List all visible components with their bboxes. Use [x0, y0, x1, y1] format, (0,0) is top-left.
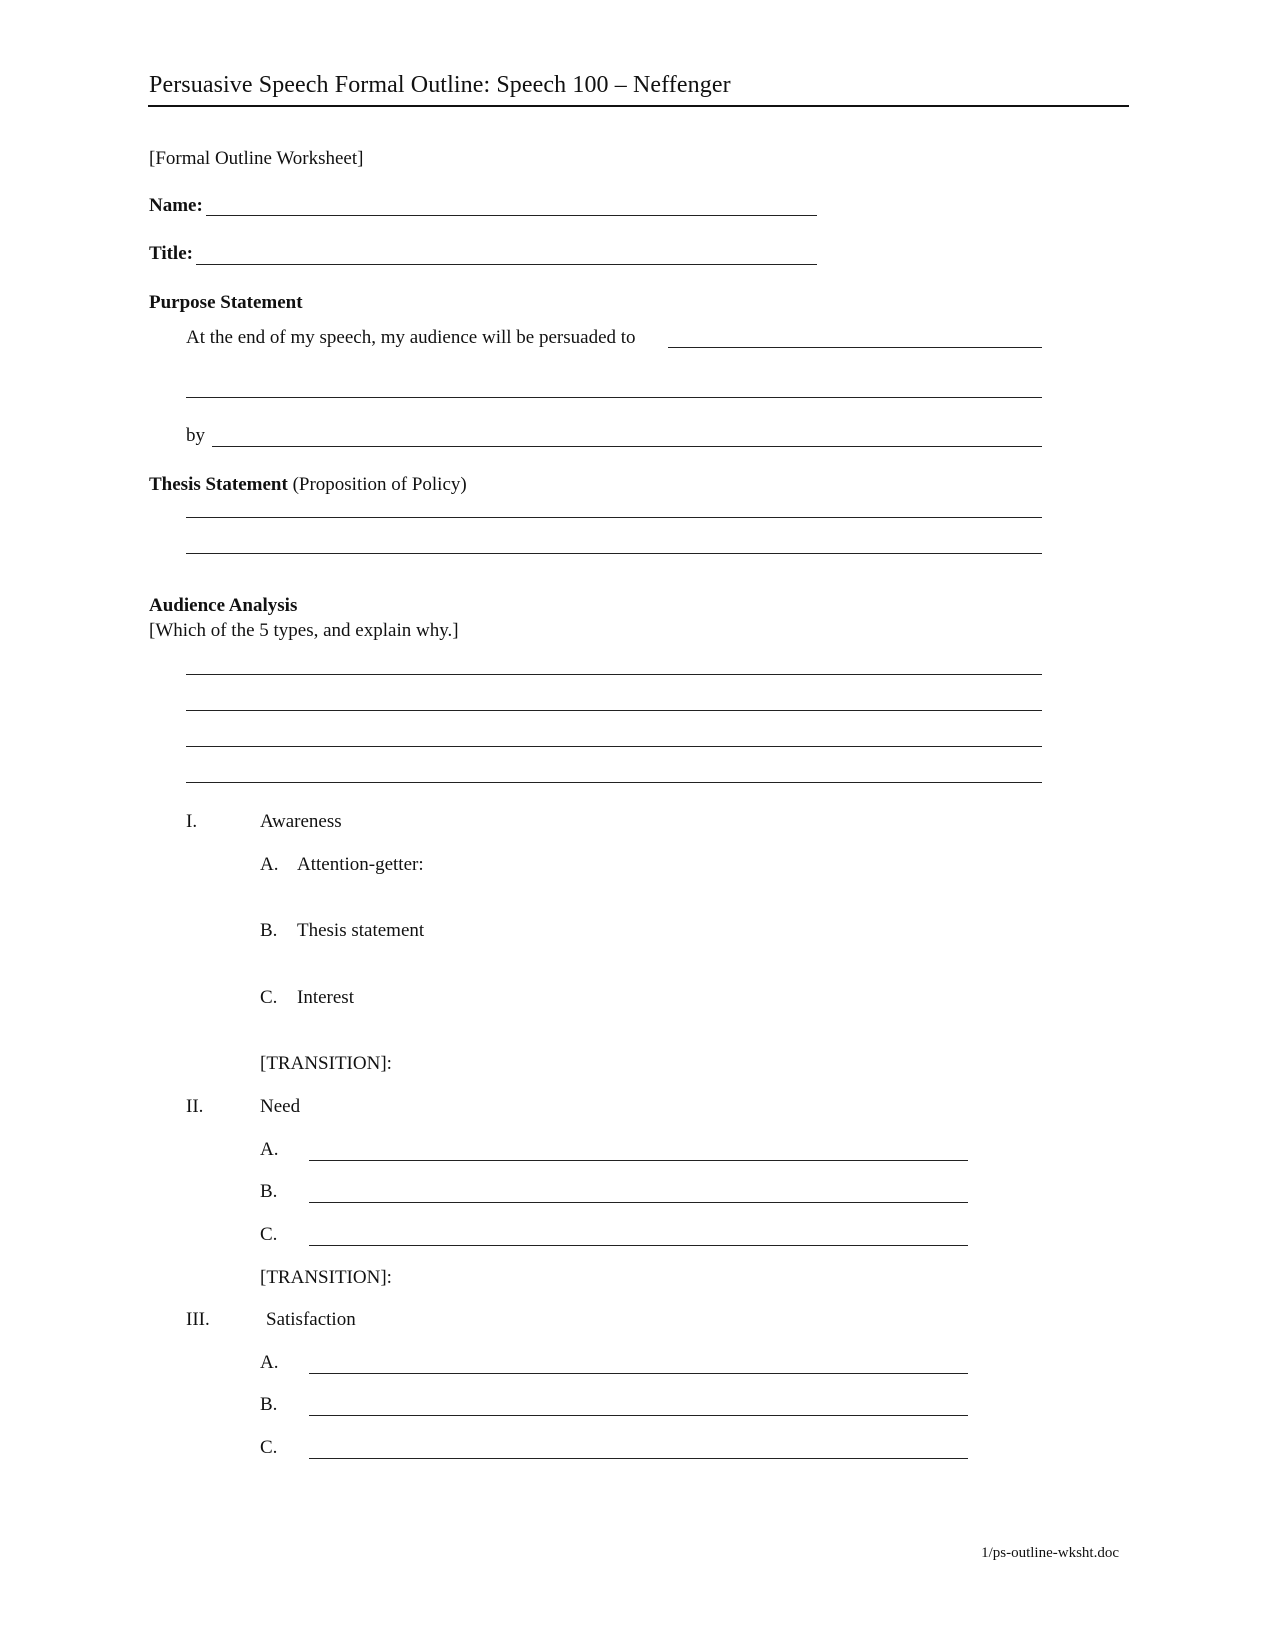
- by-label: by: [186, 425, 205, 446]
- satisfaction-field-a[interactable]: [309, 1373, 968, 1374]
- footer-filename: 1/ps-outline-wksht.doc: [981, 1545, 1119, 1561]
- purpose-field-line-1[interactable]: [668, 347, 1042, 348]
- item-letter-3c: C.: [260, 1437, 278, 1458]
- thesis-heading-row: [149, 474, 467, 496]
- section-numeral-1: I.: [186, 811, 198, 832]
- item-text-attention-getter: Attention-getter:: [297, 854, 424, 875]
- item-letter-1a: A.: [260, 854, 279, 875]
- thesis-field-line-1[interactable]: [186, 517, 1042, 518]
- thesis-subheading: (Proposition of Policy): [292, 474, 467, 495]
- need-field-a[interactable]: [309, 1160, 968, 1161]
- transition-label-2: [TRANSITION]:: [260, 1267, 392, 1288]
- thesis-field-line-2[interactable]: [186, 553, 1042, 554]
- header-divider: [148, 105, 1129, 107]
- title-label: Title:: [149, 243, 193, 264]
- purpose-field-line-2[interactable]: [186, 397, 1042, 398]
- title-field[interactable]: [196, 264, 817, 265]
- worksheet-label: [Formal Outline Worksheet]: [149, 148, 364, 169]
- thesis-heading: Thesis Statement: [149, 474, 288, 495]
- name-field[interactable]: [206, 215, 817, 216]
- name-label: Name:: [149, 195, 203, 216]
- need-field-b[interactable]: [309, 1202, 968, 1203]
- purpose-heading: Purpose Statement: [149, 292, 303, 313]
- item-text-thesis-statement: Thesis statement: [297, 920, 425, 941]
- item-text-interest: Interest: [297, 987, 354, 1008]
- item-letter-2c: C.: [260, 1224, 278, 1245]
- section-label-need: Need: [260, 1096, 301, 1117]
- transition-label-1: [TRANSITION]:: [260, 1053, 392, 1074]
- page-title: Persuasive Speech Formal Outline: Speech 100 – Neffenger: [149, 72, 731, 98]
- item-letter-3b: B.: [260, 1394, 278, 1415]
- audience-field-line-1[interactable]: [186, 674, 1042, 675]
- section-label-satisfaction: Satisfaction: [266, 1309, 356, 1330]
- item-letter-2b: B.: [260, 1181, 278, 1202]
- need-field-c[interactable]: [309, 1245, 968, 1246]
- audience-instruction: [Which of the 5 types, and explain why.]: [149, 620, 459, 641]
- audience-field-line-3[interactable]: [186, 746, 1042, 747]
- item-letter-1c: C.: [260, 987, 278, 1008]
- purpose-text: At the end of my speech, my audience will be persuaded to: [186, 327, 636, 348]
- audience-heading: Audience Analysis: [149, 595, 298, 616]
- section-numeral-2: II.: [186, 1096, 204, 1117]
- audience-field-line-4[interactable]: [186, 782, 1042, 783]
- section-numeral-3: III.: [186, 1309, 210, 1330]
- item-letter-1b: B.: [260, 920, 278, 941]
- satisfaction-field-c[interactable]: [309, 1458, 968, 1459]
- by-field[interactable]: [212, 446, 1042, 447]
- satisfaction-field-b[interactable]: [309, 1415, 968, 1416]
- audience-field-line-2[interactable]: [186, 710, 1042, 711]
- section-label-awareness: Awareness: [260, 811, 342, 832]
- item-letter-2a: A.: [260, 1139, 279, 1160]
- item-letter-3a: A.: [260, 1352, 279, 1373]
